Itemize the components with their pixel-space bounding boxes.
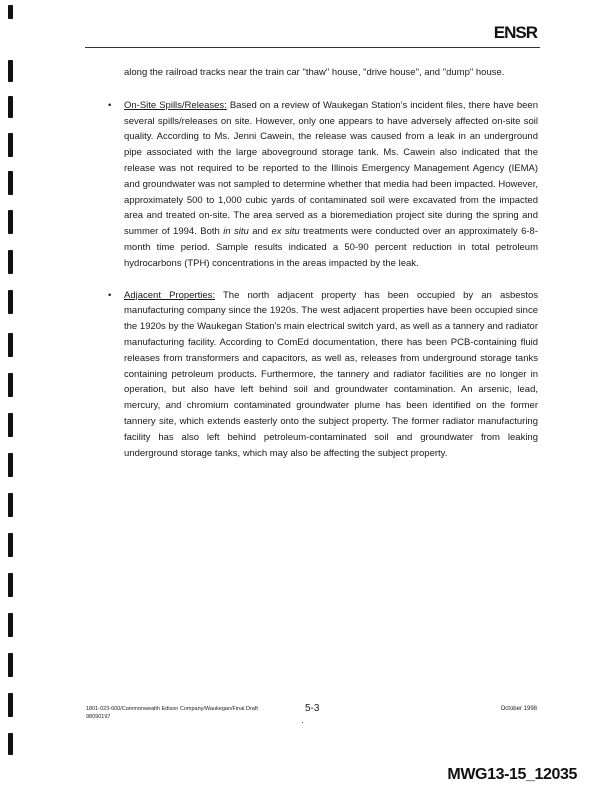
binding-mark (8, 413, 13, 437)
scan-speck (302, 722, 303, 723)
bullet-heading: Adjacent Properties: (124, 289, 216, 301)
bullet-italic-term: ex situ (271, 226, 300, 238)
binding-mark (8, 171, 13, 195)
bullet-italic-term: in situ (223, 226, 249, 238)
binding-mark (8, 573, 13, 597)
binding-mark (8, 653, 13, 677)
binding-mark (8, 210, 13, 234)
page-body (86, 65, 538, 461)
bullet-dot-icon: • (108, 99, 112, 111)
binding-mark (8, 453, 13, 477)
bates-stamp: MWG13-15_12035 (447, 766, 577, 783)
bullet-text: Based on a review of Waukegan Station's incident files, there have been several spills/releases on site. However, only one appears to have adversely affected on-site soil quality. According to Ms. Jenni Cawein, the release was caused from a leak in an underground pipe associated with the large aboveground storage tank. Ms. Cawein also indicated that the release was not required to be reported to the Illinois Emergency Management Agency (IEMA) and groundwater was not sampled to determine whether that media had been impacted. However, approximately 500 to 1,000 cubic yards of contaminated soil were excavated from the impacted area and treated on-site. The area served as a bioremediation project site during the spring and summer of 1994. Both (124, 99, 538, 238)
binding-mark (8, 60, 13, 82)
binding-mark (8, 290, 13, 314)
page-number: 5-3 (305, 703, 320, 714)
binding-mark (8, 613, 13, 637)
binding-mark (8, 373, 13, 397)
bullet-dot-icon: • (108, 289, 112, 301)
binding-mark (8, 133, 13, 157)
binding-mark (8, 96, 13, 118)
ensr-logo: ENSR (493, 23, 537, 42)
binding-mark (8, 250, 13, 274)
bullet-adjacent-properties (86, 288, 538, 462)
footer-document-reference (86, 705, 258, 721)
bullet-on-site-spills (86, 98, 538, 272)
binding-mark (8, 333, 13, 357)
binding-mark (8, 533, 13, 557)
binding-mark (8, 5, 13, 19)
footer-project-line: 1801-023-600/Commonwealth Edison Company/Waukegan/Final Draft (86, 706, 258, 712)
footer-document-number: 98090197 (86, 714, 111, 720)
binding-mark (8, 493, 13, 517)
bullet-text: and (248, 226, 272, 238)
header-rule (85, 47, 540, 48)
bullet-text: The north adjacent property has been occupied by an asbestos manufacturing company since the 1920s. The west adjacent properties have been occupied since the 1920s by the Waukegan Station's main electrical switch yard, as well as a tannery and radiator manufacturing facility. According to ComEd documentation, there has been PCB-containing fluid releases from transformers and capacitors, as well as, releases from underground storage tanks containing petroleum products. Furthermore, the tannery and radiator facilities are no longer in operation, but also have left behind soil and groundwater contamination. An arsenic, lead, mercury, and chromium contaminated groundwater plume has been identified on the former tannery site, which extends easterly onto the subject property. The former radiator manufacturing facility has also left behind petroleum-contaminated soil and groundwater from leaking underground storage tanks, which may also be affecting the subject property. (124, 289, 538, 459)
bullet-text: treatments were conducted over an approximately 6-8-month time period. Sample results indicated a 50-90 percent reduction in total petroleum hydrocarbons (TPH) concentrations in the areas impacted by the leak. (124, 226, 538, 269)
bullet-heading: On-Site Spills/Releases: (124, 99, 227, 111)
binding-mark (8, 733, 13, 755)
footer-date: October 1998 (500, 706, 537, 712)
continuation-paragraph: along the railroad tracks near the train car "thaw" house, "drive house", and "dump" house. (124, 67, 505, 78)
binding-mark (8, 693, 13, 717)
